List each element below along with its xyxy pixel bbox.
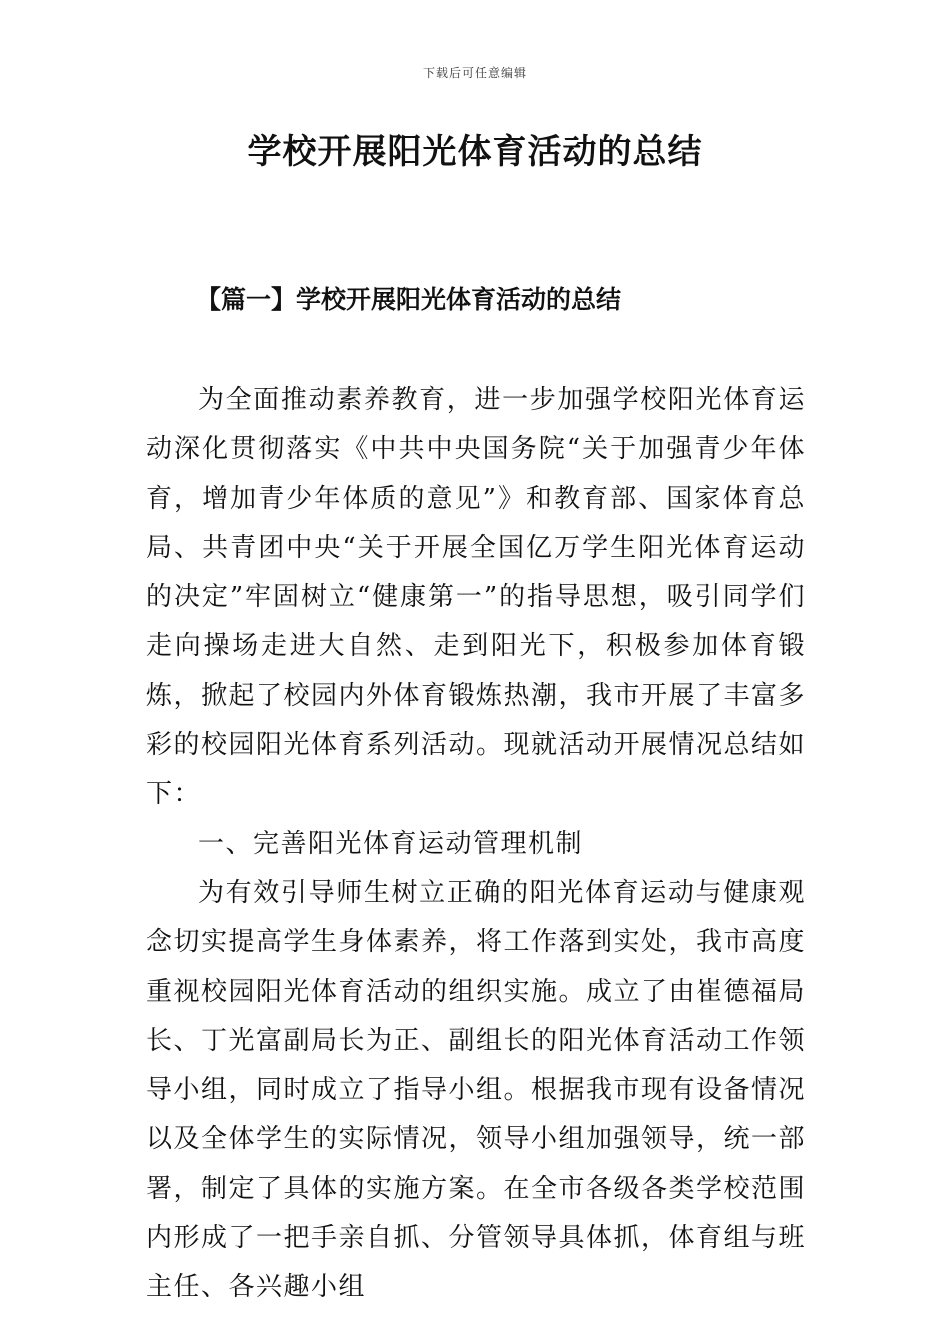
paragraph-intro: 为全面推动素养教育，进一步加强学校阳光体育运动深化贯彻落实《中共中央国务院“关于加强青少年体育，增加青少年体质的意见”》和教育部、国家体育总局、共青团中央“关于开展全国亿万学生阳光体育运动的决定”牢固树立“健康第一”的指导思想，吸引同学们走向操场走进大自然、走到阳光下，积极参加体育锻炼，掀起了校园内外体育锻炼热潮，我市开展了丰富多彩的校园阳光体育系列活动。现就活动开展情况总结如下： (146, 385, 807, 810)
document-body (146, 376, 806, 1313)
section-heading: 【篇一】学校开展阳光体育活动的总结 (196, 285, 622, 314)
paragraph-subheading: 一、完善阳光体育运动管理机制 (198, 828, 584, 859)
document-title: 学校开展阳光体育活动的总结 (247, 132, 703, 172)
header-note: 下载后可任意编辑 (422, 66, 527, 80)
paragraph-management: 为有效引导师生树立正确的阳光体育运动与健康观念切实提高学生身体素养，将工作落到实处，我市高度重视校园阳光体育活动的组织实施。成立了由崔德福局长、丁光富副局长为正、副组长的阳光体育活动工作领导小组，同时成立了指导小组。根据我市现有设备情况以及全体学生的实际情况，领导小组加强领导，统一部署，制定了具体的实施方案。在全市各级各类学校范围内形成了一把手亲自抓、分管领导具体抓，体育组与班主任、各兴趣小组 (146, 877, 807, 1303)
